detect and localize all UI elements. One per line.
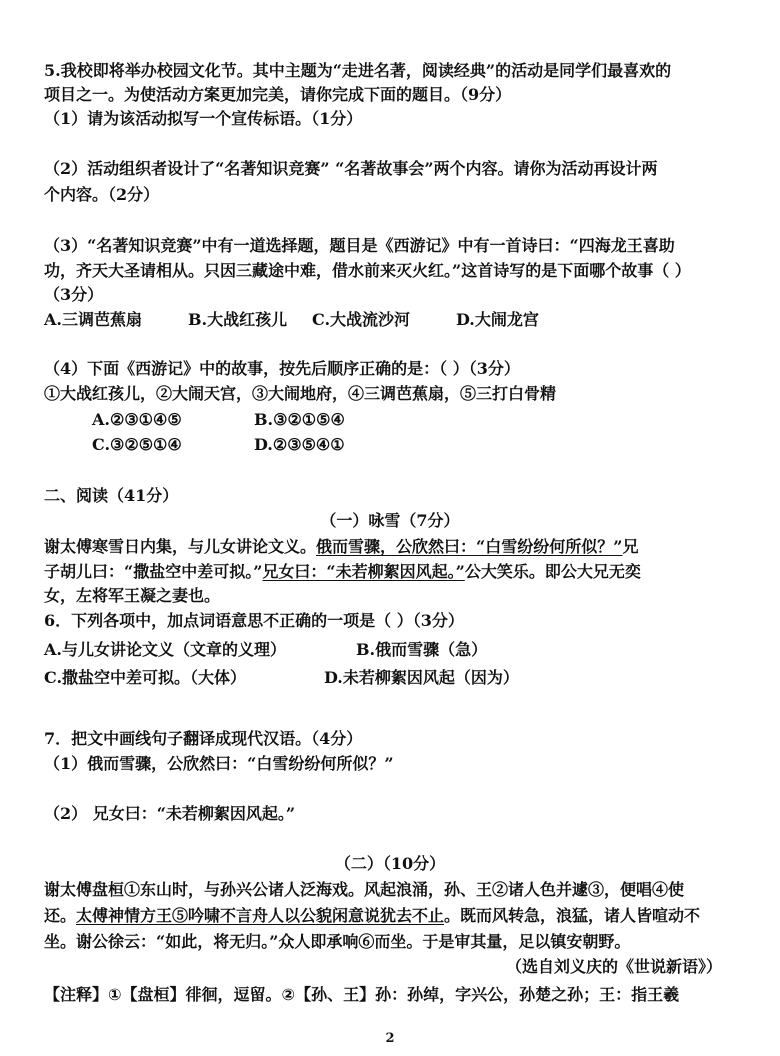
section-heading: 二、阅读（41分） [44, 486, 179, 505]
passage2-title: （二）（10分） [334, 854, 446, 873]
q5-sub4-option-d: D.②③⑤④① [254, 435, 345, 454]
q5-sub3-option-c: C.大战流沙河 [312, 310, 411, 329]
q5-sub4-option-b: B.③②①⑤④ [254, 410, 345, 429]
page-number: 2 [385, 1031, 395, 1046]
q6-stem: 6．下列各项中，加点词语意思不正确的一项是（ ）（3分） [44, 611, 464, 630]
passage2-line2-start: 还。 [44, 906, 77, 925]
passage2-underlined-sentence: 太傅神情方王⑤吟啸不言舟人以公貌闲意说犹去不止 [76, 906, 445, 925]
q5-sub2-line1: （2）活动组织者设计了“名著知识竞赛” “名著故事会”两个内容。请你为活动再设计两 [44, 159, 658, 178]
q5-sub3-option-b: B.大战红孩儿 [188, 310, 288, 329]
q5-sub3-line2: 功，齐天大圣请相从。只因三藏途中难，借水前来灭火红。”这首诗写的是下面哪个故事（ ） [44, 261, 691, 280]
q6-option-c: C.撒盐空中差可拟。（大体） [44, 668, 247, 687]
passage1-line2-end: 公大笑乐。即公大兄无奕 [464, 562, 641, 581]
q5-sub4-line2: ①大战红孩儿，②大闹天宫，③大闹地府，④三调芭蕉扇，⑤三打白骨精 [44, 384, 557, 403]
passage1-line3: 女，左将军王凝之妻也。 [44, 586, 221, 605]
passage1-line1-text: 谢太傅寒雪日内集，与儿女讲论文义。 [44, 537, 317, 556]
q7-sub2: （2） 兄女曰：“未若柳絮因风起。” [44, 804, 296, 823]
q6-option-b: B.俄而雪骤（急） [356, 640, 488, 659]
passage1-underlined-sentence-1: 俄而雪骤，公欣然曰：“白雪纷纷何所似？” [316, 537, 623, 556]
q6-option-d: D.未若柳絮因风起（因为） [324, 668, 519, 687]
q5-sub3-option-a: A.三调芭蕉扇 [44, 310, 142, 329]
passage2-line1: 谢太傅盘桓①东山时，与孙兴公诸人泛海戏。风起浪涌，孙、王②诸人色并遽③，便唱④使 [44, 880, 685, 899]
q5-sub4-line1: （4）下面《西游记》中的故事，按先后顺序正确的是：（ ）（3分） [44, 359, 520, 378]
q7-sub1: （1）俄而雪骤，公欣然曰：“白雪纷纷何所似？” [44, 754, 394, 773]
passage1-title: （一）咏雪（7分） [320, 511, 460, 530]
passage1-line1 [44, 537, 638, 557]
passage2-line3: 坐。谢公徐云：“如此，将无归。”众人即承响⑥而坐。于是审其量，足以镇安朝野。 [44, 932, 631, 951]
passage2-line2 [44, 906, 700, 926]
source-citation: （选自刘义庆的《世说新语》） [505, 957, 722, 976]
passage1-line2-text: 子胡儿曰：“撒盐空中差可拟。” [44, 562, 263, 581]
passage1-line2 [44, 562, 641, 582]
passage1-underlined-sentence-2: 兄女曰：“未若柳絮因风起。” [262, 562, 465, 581]
q7-stem: 7．把文中画线句子翻译成现代汉语。（4分） [44, 729, 363, 748]
passage1-line1-end: 兄 [622, 537, 639, 556]
q6-option-a: A.与儿女讲论文义（文章的义理） [44, 640, 286, 659]
passage2-line2-end: 。既而风转急，浪猛，诸人皆喧动不 [444, 906, 701, 925]
q5-sub4-option-a: A.②③①④⑤ [92, 410, 182, 429]
q5-sub3-line1: （3）“名著知识竞赛”中有一道选择题，题目是《西游记》中有一首诗曰：“四海龙王喜助 [44, 236, 675, 255]
q5-sub1: （1）请为该活动拟写一个宣传标语。（1分） [44, 109, 363, 128]
q5-sub3-option-d: D.大闹龙宫 [456, 310, 539, 329]
q5-line2: 项目之一。为使活动方案更加完美，请你完成下面的题目。（9分） [44, 85, 512, 104]
q5-sub2-line2: 个内容。（2分） [44, 185, 160, 204]
q5-line1: 5.我校即将举办校园文化节。其中主题为“走进名著，阅读经典”的活动是同学们最喜欢的 [44, 61, 672, 80]
notes: 【注释】①【盘桓】徘徊，逗留。②【孙、王】孙：孙绰，字兴公，孙楚之孙；王：指王羲 [44, 985, 680, 1004]
q5-sub3-line3: （3分） [44, 285, 104, 304]
q5-sub4-option-c: C.③②⑤①④ [92, 435, 182, 454]
